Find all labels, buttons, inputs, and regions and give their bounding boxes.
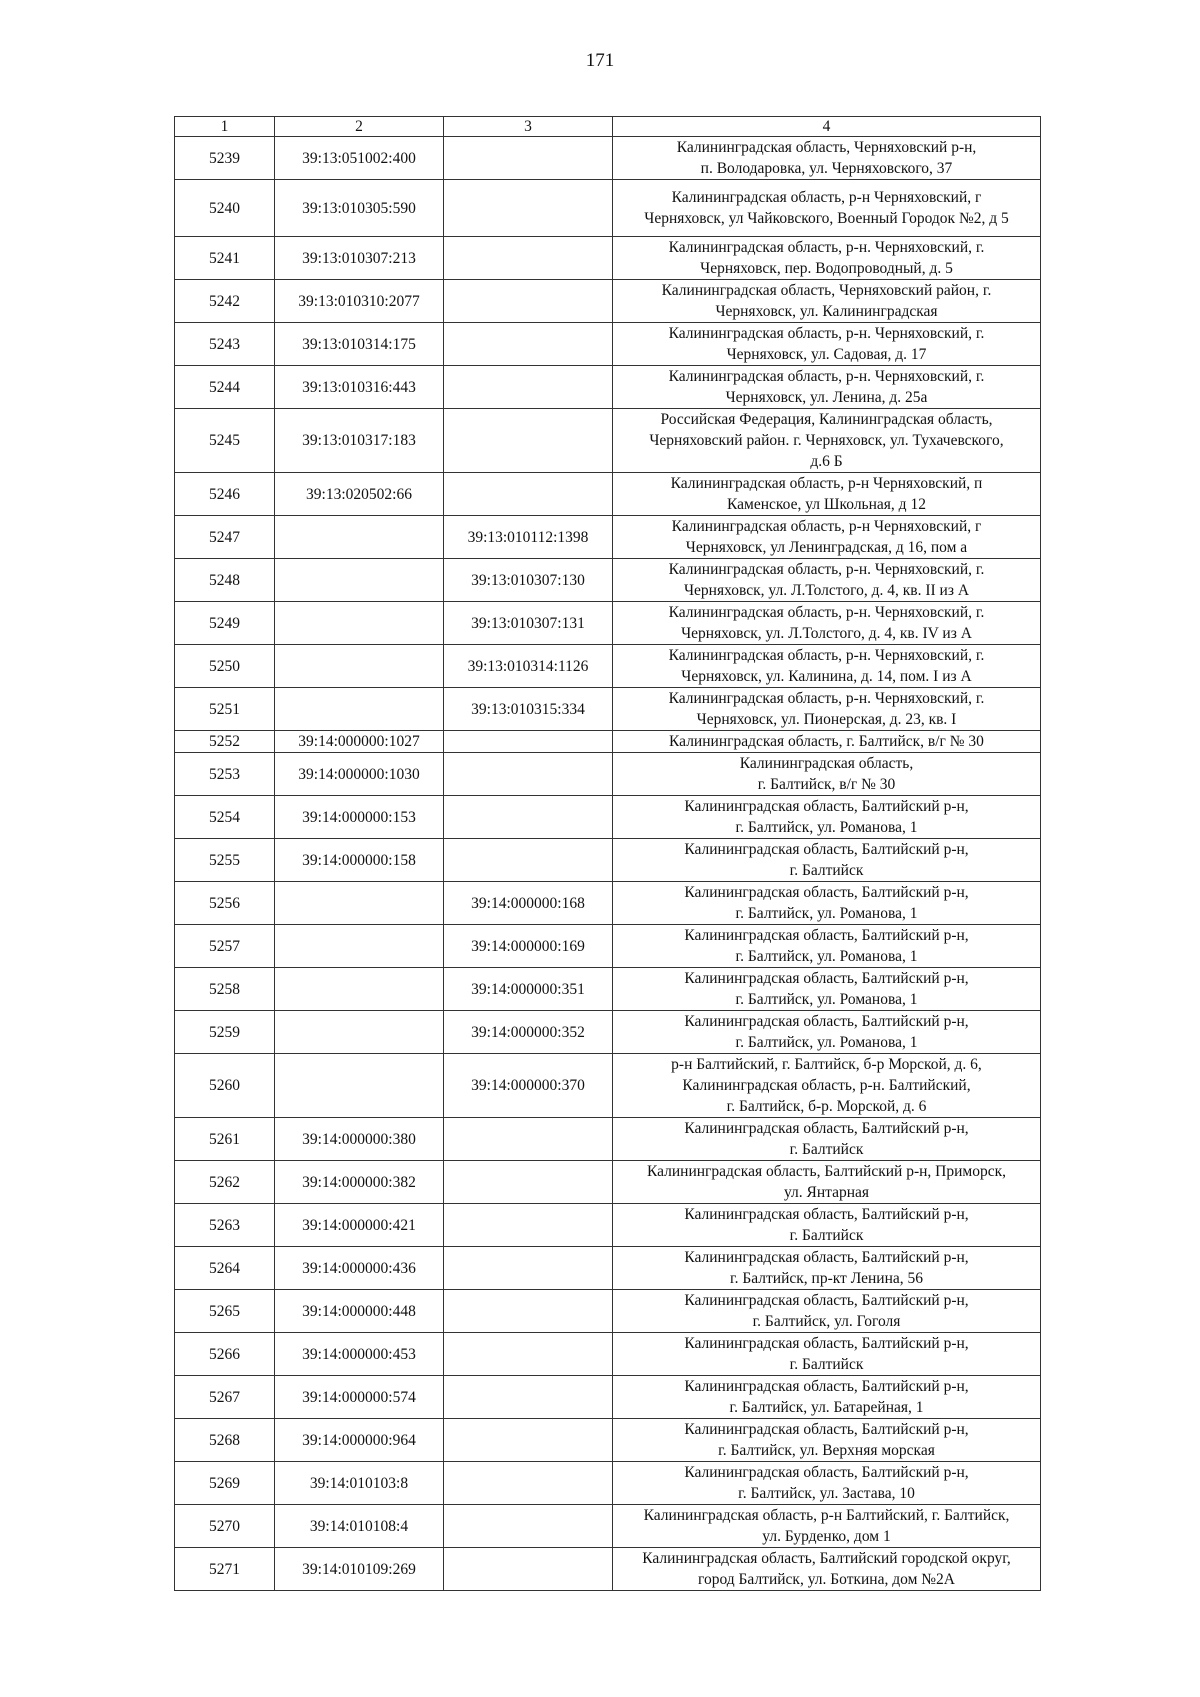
cadastral-number-alt-cell (444, 1247, 613, 1290)
table-row (175, 839, 1041, 882)
table-row (175, 409, 1041, 473)
address-cell: Калининградская область, Балтийский р-н, Приморск, ул. Янтарная (613, 1161, 1041, 1204)
table-row (175, 1247, 1041, 1290)
address-cell: Калининградская область, р-н. Черняховский, г. Черняховск, ул. Л.Толстого, д. 4, кв. II из А (613, 559, 1041, 602)
cadastral-number-cell: 39:14:010103:8 (275, 1462, 444, 1505)
table-row (175, 645, 1041, 688)
address-cell: Калининградская область, р-н. Черняховский, г. Черняховск, пер. Водопроводный, д. 5 (613, 237, 1041, 280)
cadastral-number-cell: 39:13:010305:590 (275, 180, 444, 237)
cadastral-number-cell (275, 602, 444, 645)
row-number-cell: 5243 (175, 323, 275, 366)
cadastral-number-alt-cell (444, 1376, 613, 1419)
row-number-cell: 5240 (175, 180, 275, 237)
cadastral-number-cell: 39:14:010108:4 (275, 1505, 444, 1548)
table-row (175, 1419, 1041, 1462)
cadastral-number-cell (275, 968, 444, 1011)
cadastral-number-cell (275, 688, 444, 731)
row-number-cell: 5248 (175, 559, 275, 602)
cadastral-number-cell: 39:13:010316:443 (275, 366, 444, 409)
column-header: 3 (444, 117, 613, 137)
cadastral-number-alt-cell (444, 280, 613, 323)
row-number-cell: 5242 (175, 280, 275, 323)
row-number-cell: 5239 (175, 137, 275, 180)
address-cell: Калининградская область, Балтийский городской округ, город Балтийск, ул. Боткина, дом №2А (613, 1548, 1041, 1591)
address-cell: Калининградская область, Балтийский р-н, г. Балтийск, пр-кт Ленина, 56 (613, 1247, 1041, 1290)
cadastral-number-alt-cell (444, 1161, 613, 1204)
address-cell: Российская Федерация, Калининградская область, Черняховский район. г. Черняховск, ул. Тухачевского, д.6 Б (613, 409, 1041, 473)
cadastral-number-cell: 39:14:000000:1030 (275, 753, 444, 796)
cadastral-number-alt-cell (444, 473, 613, 516)
cadastral-number-cell (275, 1011, 444, 1054)
cadastral-number-alt-cell: 39:13:010307:130 (444, 559, 613, 602)
row-number-cell: 5259 (175, 1011, 275, 1054)
address-cell: Калининградская область, Балтийский р-н, г. Балтийск (613, 839, 1041, 882)
row-number-cell: 5260 (175, 1054, 275, 1118)
table-row (175, 1011, 1041, 1054)
row-number-cell: 5250 (175, 645, 275, 688)
table-row (175, 882, 1041, 925)
cadastral-number-cell: 39:13:010317:183 (275, 409, 444, 473)
cadastral-number-alt-cell: 39:13:010112:1398 (444, 516, 613, 559)
row-number-cell: 5261 (175, 1118, 275, 1161)
table-row (175, 688, 1041, 731)
address-cell: Калининградская область, Балтийский р-н, г. Балтийск (613, 1118, 1041, 1161)
table-row (175, 1333, 1041, 1376)
page-number: 171 (585, 50, 615, 71)
row-number-cell: 5270 (175, 1505, 275, 1548)
row-number-cell: 5267 (175, 1376, 275, 1419)
cadastral-number-alt-cell (444, 137, 613, 180)
cadastral-number-cell: 39:14:000000:382 (275, 1161, 444, 1204)
address-cell: Калининградская область, Балтийский р-н, г. Балтийск, ул. Застава, 10 (613, 1462, 1041, 1505)
row-number-cell: 5264 (175, 1247, 275, 1290)
table-row (175, 1204, 1041, 1247)
address-cell: Калининградская область, р-н. Черняховский, г. Черняховск, ул. Ленина, д. 25а (613, 366, 1041, 409)
cadastral-number-alt-cell: 39:13:010314:1126 (444, 645, 613, 688)
address-cell: Калининградская область, Балтийский р-н, г. Балтийск, ул. Романова, 1 (613, 882, 1041, 925)
cadastral-number-cell: 39:14:000000:453 (275, 1333, 444, 1376)
cadastral-number-cell (275, 882, 444, 925)
row-number-cell: 5257 (175, 925, 275, 968)
cadastral-number-alt-cell (444, 1118, 613, 1161)
cadastral-number-cell: 39:14:000000:574 (275, 1376, 444, 1419)
cadastral-number-alt-cell (444, 1290, 613, 1333)
address-cell: Калининградская область, Балтийский р-н, г. Балтийск (613, 1333, 1041, 1376)
address-cell: Калининградская область, г. Балтийск, в/г № 30 (613, 753, 1041, 796)
row-number-cell: 5256 (175, 882, 275, 925)
table-row (175, 1462, 1041, 1505)
cadastral-number-cell: 39:14:000000:158 (275, 839, 444, 882)
table-row (175, 137, 1041, 180)
table-row (175, 602, 1041, 645)
cadastral-number-cell (275, 925, 444, 968)
cadastral-number-cell: 39:13:051002:400 (275, 137, 444, 180)
cadastral-number-cell: 39:14:000000:380 (275, 1118, 444, 1161)
table-row (175, 559, 1041, 602)
table-row (175, 1505, 1041, 1548)
address-cell: Калининградская область, р-н Черняховский, г Черняховск, ул Ленинградская, д 16, пом а (613, 516, 1041, 559)
table-row (175, 323, 1041, 366)
row-number-cell: 5247 (175, 516, 275, 559)
address-cell: р-н Балтийский, г. Балтийск, б-р Морской, д. 6, Калининградская область, р-н. Балтийский, г. Балтийск, б-р. Морской, д. 6 (613, 1054, 1041, 1118)
address-cell: Калининградская область, Черняховский район, г. Черняховск, ул. Калининградская (613, 280, 1041, 323)
cadastral-number-alt-cell (444, 1419, 613, 1462)
row-number-cell: 5246 (175, 473, 275, 516)
cadastral-number-alt-cell (444, 796, 613, 839)
row-number-cell: 5258 (175, 968, 275, 1011)
cadastral-number-alt-cell: 39:14:000000:370 (444, 1054, 613, 1118)
cadastral-number-alt-cell: 39:13:010307:131 (444, 602, 613, 645)
address-cell: Калининградская область, Балтийский р-н, г. Балтийск, ул. Батарейная, 1 (613, 1376, 1041, 1419)
registry-table (174, 116, 1041, 1591)
row-number-cell: 5271 (175, 1548, 275, 1591)
row-number-cell: 5254 (175, 796, 275, 839)
cadastral-number-alt-cell (444, 731, 613, 753)
cadastral-number-alt-cell (444, 839, 613, 882)
table-row (175, 968, 1041, 1011)
cadastral-number-cell: 39:13:010310:2077 (275, 280, 444, 323)
row-number-cell: 5268 (175, 1419, 275, 1462)
address-cell: Калининградская область, Черняховский р-н, п. Володаровка, ул. Черняховского, 37 (613, 137, 1041, 180)
table-row (175, 237, 1041, 280)
table-row (175, 753, 1041, 796)
table-row (175, 516, 1041, 559)
cadastral-number-cell: 39:14:010109:269 (275, 1548, 444, 1591)
row-number-cell: 5241 (175, 237, 275, 280)
address-cell: Калининградская область, г. Балтийск, в/г № 30 (613, 731, 1041, 753)
cadastral-number-cell: 39:14:000000:964 (275, 1419, 444, 1462)
address-cell: Калининградская область, Балтийский р-н, г. Балтийск, ул. Верхняя морская (613, 1419, 1041, 1462)
row-number-cell: 5244 (175, 366, 275, 409)
cadastral-number-alt-cell (444, 1505, 613, 1548)
cadastral-number-alt-cell (444, 366, 613, 409)
cadastral-number-cell: 39:14:000000:153 (275, 796, 444, 839)
row-number-cell: 5251 (175, 688, 275, 731)
address-cell: Калининградская область, Балтийский р-н, г. Балтийск, ул. Романова, 1 (613, 1011, 1041, 1054)
cadastral-number-cell (275, 559, 444, 602)
table-row (175, 280, 1041, 323)
cadastral-number-cell: 39:14:000000:1027 (275, 731, 444, 753)
cadastral-number-alt-cell (444, 180, 613, 237)
cadastral-number-cell (275, 645, 444, 688)
cadastral-number-cell: 39:13:010307:213 (275, 237, 444, 280)
cadastral-number-cell: 39:14:000000:436 (275, 1247, 444, 1290)
cadastral-number-alt-cell: 39:14:000000:168 (444, 882, 613, 925)
table-body (175, 137, 1041, 1591)
table-row (175, 925, 1041, 968)
row-number-cell: 5269 (175, 1462, 275, 1505)
table-row (175, 796, 1041, 839)
cadastral-number-alt-cell (444, 409, 613, 473)
table-row (175, 1054, 1041, 1118)
row-number-cell: 5263 (175, 1204, 275, 1247)
address-cell: Калининградская область, Балтийский р-н, г. Балтийск, ул. Романова, 1 (613, 796, 1041, 839)
row-number-cell: 5252 (175, 731, 275, 753)
cadastral-number-alt-cell: 39:14:000000:351 (444, 968, 613, 1011)
column-header: 1 (175, 117, 275, 137)
cadastral-number-cell: 39:14:000000:448 (275, 1290, 444, 1333)
address-cell: Калининградская область, Балтийский р-н, г. Балтийск, ул. Гоголя (613, 1290, 1041, 1333)
row-number-cell: 5249 (175, 602, 275, 645)
cadastral-number-alt-cell: 39:14:000000:352 (444, 1011, 613, 1054)
table-row (175, 1161, 1041, 1204)
table-header-row (175, 117, 1041, 137)
table-row (175, 180, 1041, 237)
address-cell: Калининградская область, р-н. Черняховский, г. Черняховск, ул. Садовая, д. 17 (613, 323, 1041, 366)
address-cell: Калининградская область, Балтийский р-н, г. Балтийск (613, 1204, 1041, 1247)
cadastral-number-alt-cell (444, 1204, 613, 1247)
cadastral-number-alt-cell (444, 1333, 613, 1376)
address-cell: Калининградская область, р-н Черняховский, г Черняховск, ул Чайковского, Военный Городок №2, д 5 (613, 180, 1041, 237)
cadastral-number-alt-cell (444, 1548, 613, 1591)
row-number-cell: 5266 (175, 1333, 275, 1376)
table-row (175, 1548, 1041, 1591)
cadastral-number-cell: 39:13:020502:66 (275, 473, 444, 516)
cadastral-number-alt-cell: 39:13:010315:334 (444, 688, 613, 731)
column-header: 4 (613, 117, 1041, 137)
cadastral-number-cell: 39:14:000000:421 (275, 1204, 444, 1247)
address-cell: Калининградская область, Балтийский р-н, г. Балтийск, ул. Романова, 1 (613, 968, 1041, 1011)
cadastral-number-alt-cell (444, 1462, 613, 1505)
cadastral-number-cell (275, 516, 444, 559)
address-cell: Калининградская область, р-н. Черняховский, г. Черняховск, ул. Л.Толстого, д. 4, кв. IV из А (613, 602, 1041, 645)
table-row (175, 1290, 1041, 1333)
cadastral-number-alt-cell (444, 323, 613, 366)
cadastral-number-alt-cell (444, 237, 613, 280)
row-number-cell: 5253 (175, 753, 275, 796)
address-cell: Калининградская область, р-н. Черняховский, г. Черняховск, ул. Пионерская, д. 23, кв. I (613, 688, 1041, 731)
cadastral-number-alt-cell (444, 753, 613, 796)
address-cell: Калининградская область, Балтийский р-н, г. Балтийск, ул. Романова, 1 (613, 925, 1041, 968)
row-number-cell: 5245 (175, 409, 275, 473)
table-row (175, 731, 1041, 753)
row-number-cell: 5265 (175, 1290, 275, 1333)
table-row (175, 1376, 1041, 1419)
row-number-cell: 5255 (175, 839, 275, 882)
table-row (175, 473, 1041, 516)
cadastral-number-alt-cell: 39:14:000000:169 (444, 925, 613, 968)
column-header: 2 (275, 117, 444, 137)
table-row (175, 1118, 1041, 1161)
cadastral-number-cell (275, 1054, 444, 1118)
cadastral-number-cell: 39:13:010314:175 (275, 323, 444, 366)
address-cell: Калининградская область, р-н Черняховский, п Каменское, ул Школьная, д 12 (613, 473, 1041, 516)
address-cell: Калининградская область, р-н Балтийский, г. Балтийск, ул. Бурденко, дом 1 (613, 1505, 1041, 1548)
address-cell: Калининградская область, р-н. Черняховский, г. Черняховск, ул. Калинина, д. 14, пом. I из А (613, 645, 1041, 688)
row-number-cell: 5262 (175, 1161, 275, 1204)
table-row (175, 366, 1041, 409)
